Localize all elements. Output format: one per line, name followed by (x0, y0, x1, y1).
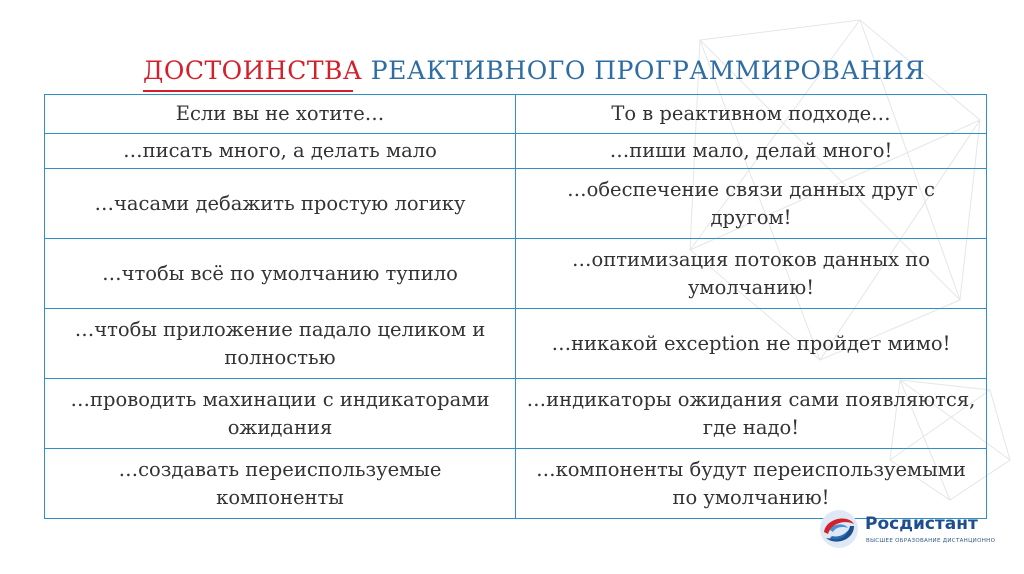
table-cell-right: …индикаторы ожидания сами появляются, где надо! (516, 379, 987, 449)
table-row (45, 134, 987, 169)
header-cell-left: Если вы не хотите… (45, 95, 516, 134)
table-row (45, 379, 987, 449)
table-cell-left: …чтобы приложение падало целиком и полностью (45, 309, 516, 379)
logo-swirl-icon (818, 508, 860, 550)
table-row (45, 239, 987, 309)
slide-title (143, 56, 925, 85)
header-cell-right: То в реактивном подходе… (516, 95, 987, 134)
title-part-1: ДОСТОИНСТВА (143, 56, 363, 85)
table-cell-right: …компоненты будут переиспользуемыми по умолчанию! (516, 449, 987, 519)
table-cell-left: …писать много, а делать мало (45, 134, 516, 169)
table-row (45, 169, 987, 239)
table-cell-right: …пиши мало, делай много! (516, 134, 987, 169)
rosdistant-logo (818, 506, 998, 562)
table-cell-left: …создавать переиспользуемые компоненты (45, 449, 516, 519)
table-cell-left: …часами дебажить простую логику (45, 169, 516, 239)
logo-name: Росдистант (865, 514, 978, 534)
comparison-table (44, 94, 987, 519)
table-cell-left: …чтобы всё по умолчанию тупило (45, 239, 516, 309)
table-cell-right: …никакой exception не пройдет мимо! (516, 309, 987, 379)
table-row (45, 309, 987, 379)
title-part-2: РЕАКТИВНОГО ПРОГРАММИРОВАНИЯ (370, 56, 926, 85)
logo-tagline: ВЫСШЕЕ ОБРАЗОВАНИЕ ДИСТАНЦИОННО (866, 538, 996, 544)
table-cell-right: …обеспечение связи данных друг с другом! (516, 169, 987, 239)
title-underline (143, 90, 353, 92)
table-header-row (45, 95, 987, 134)
table-cell-right: …оптимизация потоков данных по умолчанию! (516, 239, 987, 309)
table-cell-left: …проводить махинации с индикаторами ожидания (45, 379, 516, 449)
